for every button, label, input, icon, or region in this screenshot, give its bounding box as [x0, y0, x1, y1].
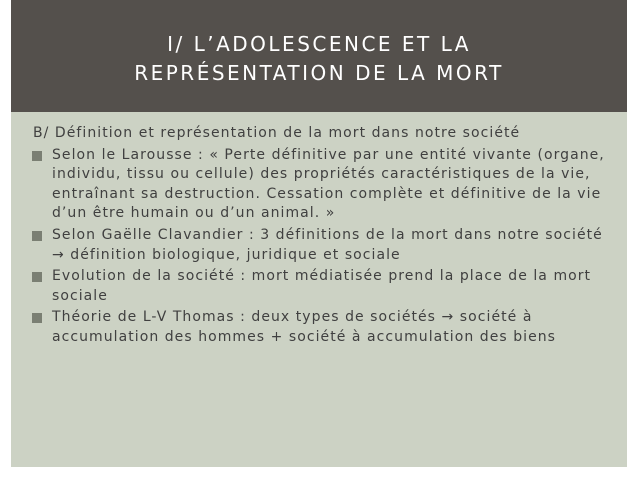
- square-bullet-icon: [32, 231, 42, 241]
- bullet-text: Evolution de la société : mort médiatisée prend la place de la mort sociale: [52, 268, 592, 304]
- bullet-item: [22, 267, 618, 306]
- square-bullet-icon: [32, 272, 42, 282]
- bullet-text: Théorie de L-V Thomas : deux types de sociétés → société à accumulation des hommes + société à accumulation des biens: [52, 309, 557, 345]
- bullet-item: [22, 146, 618, 224]
- slide-content: [22, 124, 618, 350]
- bullet-text: Selon Gaëlle Clavandier : 3 définitions de la mort dans notre société → définition biologique, juridique et sociale: [52, 226, 603, 263]
- square-bullet-icon: [32, 151, 42, 161]
- bullet-item: [22, 308, 618, 347]
- bullet-list: [22, 146, 618, 348]
- bullet-item: [22, 226, 618, 265]
- slide-title-line-1: I/ L’ADOLESCENCE ET LA: [167, 32, 471, 56]
- square-bullet-icon: [32, 313, 42, 323]
- section-subtitle: B/ Définition et représentation de la mort dans notre société: [33, 125, 521, 141]
- slide-title: [11, 30, 627, 88]
- bullet-text: Selon le Larousse : « Perte définitive par une entité vivante (organe, individu, tissu ou cellule) des propriétés caractéristiques de la vie, entraînant sa destruction. Cessation complète et définitive de la vie d’un être humain ou d’un animal. »: [52, 146, 605, 222]
- slide-title-line-2: REPRÉSENTATION DE LA MORT: [134, 61, 504, 85]
- title-banner: [11, 0, 627, 112]
